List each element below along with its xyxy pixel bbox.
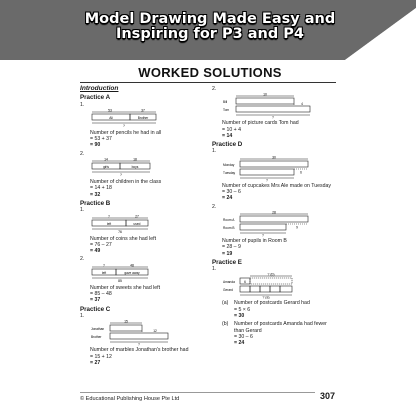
model-diagram-a2 [90,158,160,178]
step-statement: Number of cupcakes Mrs Ale made on Tuesday [222,182,331,189]
practice-c-q1 [80,313,200,366]
step-equation: = 30 – 6 [234,333,253,340]
label-bottom: ? [262,233,264,237]
page-title [60,12,360,42]
solution-steps-part-a [222,300,342,346]
solution-steps [90,285,200,304]
part-b-label: (b) [222,321,229,328]
label-left: left [101,270,107,275]
step-statement: Number of postcards Gerard had [234,300,310,307]
label-row1: Room A [223,217,235,222]
solution-steps [222,183,342,202]
step-answer: = 37 [90,297,101,304]
step-statement: Number of children in the class [90,179,162,186]
practice-d-q2 [212,204,342,257]
model-diagram-c2 [222,93,312,119]
label-top-a: 53 [108,108,112,113]
step-answer: = 24 [234,340,245,347]
left-column [80,86,200,366]
question-number: 2. [80,150,85,157]
part-b [222,321,342,346]
label-top: 15 [124,320,128,324]
solution-steps [222,238,342,257]
step-equation: = 76 – 27 [90,241,112,248]
step-statement: Number of pupils in Room B [222,237,287,244]
solution-steps [90,130,200,149]
practice-a-heading: Practice A [80,94,111,102]
practice-a-q2 [80,151,200,198]
title-banner [0,0,416,60]
practice-e-q1 [212,266,342,346]
step-equation: = 30 – 6 [222,189,241,196]
label-top-b: 27 [135,214,139,219]
question-number: 1. [80,101,85,108]
label-row2: Gerard [223,288,233,293]
label-row1: Bill [223,100,228,105]
model-diagram-a1 [90,109,160,129]
practice-c-heading: Practice C [80,305,111,313]
label-bottom: ? [272,115,274,120]
label-bottom: ? (a) [262,295,270,300]
solution-steps [222,120,342,139]
label-top: 30 [272,155,276,160]
label-bottom: ? [123,123,125,128]
label-top-a: 14 [104,158,108,162]
step-answer: = 32 [90,191,101,198]
label-bottom: ? [120,173,122,178]
model-diagram-d1 [222,156,312,182]
part-a [222,300,342,319]
page-subtitle: WORKED SOLUTIONS [138,65,282,80]
question-number: 2. [212,86,217,92]
label-row2: Room B [223,225,235,230]
step-equation: = 85 – 48 [90,291,112,298]
header-rule [80,82,336,83]
label-right: gave away [124,270,140,275]
question-number: 2. [80,256,85,263]
step-equation: = 15 + 12 [90,353,112,360]
question-number: 2. [212,203,217,210]
step-answer: = 27 [90,359,101,366]
step-equation: = 5 × 6 [234,306,251,313]
step-statement: Number of sweets she had left [90,284,161,291]
step-answer: = 49 [90,248,101,255]
practice-b-heading: Practice B [80,199,111,207]
model-diagram-b1 [90,215,160,235]
label-top: 10 [263,93,267,97]
practice-d-q1 [212,148,342,201]
label-top-b: 48 [130,263,134,268]
question-number: 1. [212,266,217,273]
label-top-a: ? [103,263,105,268]
solution-steps [90,236,200,255]
step-statement: Number of postcards Amanda had fewer [234,321,327,328]
label-top-a: ? [108,214,110,219]
question-number: 1. [80,312,85,319]
label-segment: 6 [244,280,246,285]
step-statement: Number of picture cards Tom had [222,120,299,127]
label-top-b: 18 [133,158,137,162]
part-a-label: (a) [222,300,229,307]
model-diagram-c1 [90,320,170,346]
label-bottom: 76 [118,229,122,234]
step-statement: Number of pencils he had in all [90,129,162,136]
step-equation: = 28 – 9 [222,244,241,251]
step-answer: = 30 [234,313,245,320]
question-number: 1. [212,148,217,155]
label-left: left [106,221,112,226]
model-diagram-e1 [222,273,312,299]
label-top: 28 [272,210,276,215]
label-gap: 9 [296,225,298,230]
label-right: boys [131,165,139,170]
title-line-2: Inspiring for P3 and P4 [115,26,305,42]
step-statement: Number of marbles Jonathan's brother had [90,347,189,354]
label-top-b: 37 [141,108,145,113]
question-number: 1. [80,207,85,214]
page-number: 307 [320,391,336,401]
model-diagram-d2 [222,211,312,237]
step-equation: = 10 + 4 [222,126,242,133]
intro-heading: Introduction [80,85,119,92]
practice-c-q2 [212,86,342,139]
label-bottom: ? [138,342,140,347]
solution-steps [90,179,200,198]
label-gap: 6 [300,170,302,175]
label-left: girls [103,165,109,170]
step-statement-cont: than Gerard [234,327,262,334]
step-answer: = 90 [90,142,101,149]
label-right: used [133,221,141,226]
step-equation: = 14 + 18 [90,185,112,192]
label-bottom: 85 [118,278,122,283]
label-row1: Amanda [223,280,235,285]
step-answer: = 19 [222,250,233,257]
label-row2: Brother [91,335,102,340]
practice-e-heading: Practice E [212,258,242,266]
practice-b-q2 [80,256,200,303]
label-row1: Monday [223,162,235,167]
practice-d-heading: Practice D [212,141,243,149]
copyright-text: © Educational Publishing House Pte Ltd [80,396,180,402]
label-right: Brother [137,115,149,120]
solution-steps [90,347,200,366]
label-gap: 12 [153,329,157,334]
right-column [212,86,342,347]
label-row2: Tom [223,108,230,113]
label-left: Ali [109,115,113,120]
step-equation: = 53 + 37 [90,136,112,143]
title-line-1: Model Drawing Made Easy and [84,11,336,27]
step-answer: = 14 [222,132,233,139]
step-statement: Number of coins she had left [90,235,157,242]
step-answer: = 24 [222,195,233,202]
label-row2: Tuesday [223,170,236,175]
model-diagram-b2 [90,264,160,284]
label-gap: 4 [301,102,303,107]
label-row1: Jonathan [91,327,105,332]
practice-b-q1 [80,207,200,254]
footer-rule [80,392,315,393]
label-top: ? (b) [267,273,275,278]
label-bottom: ? [266,178,268,182]
practice-a-q1 [80,102,200,149]
